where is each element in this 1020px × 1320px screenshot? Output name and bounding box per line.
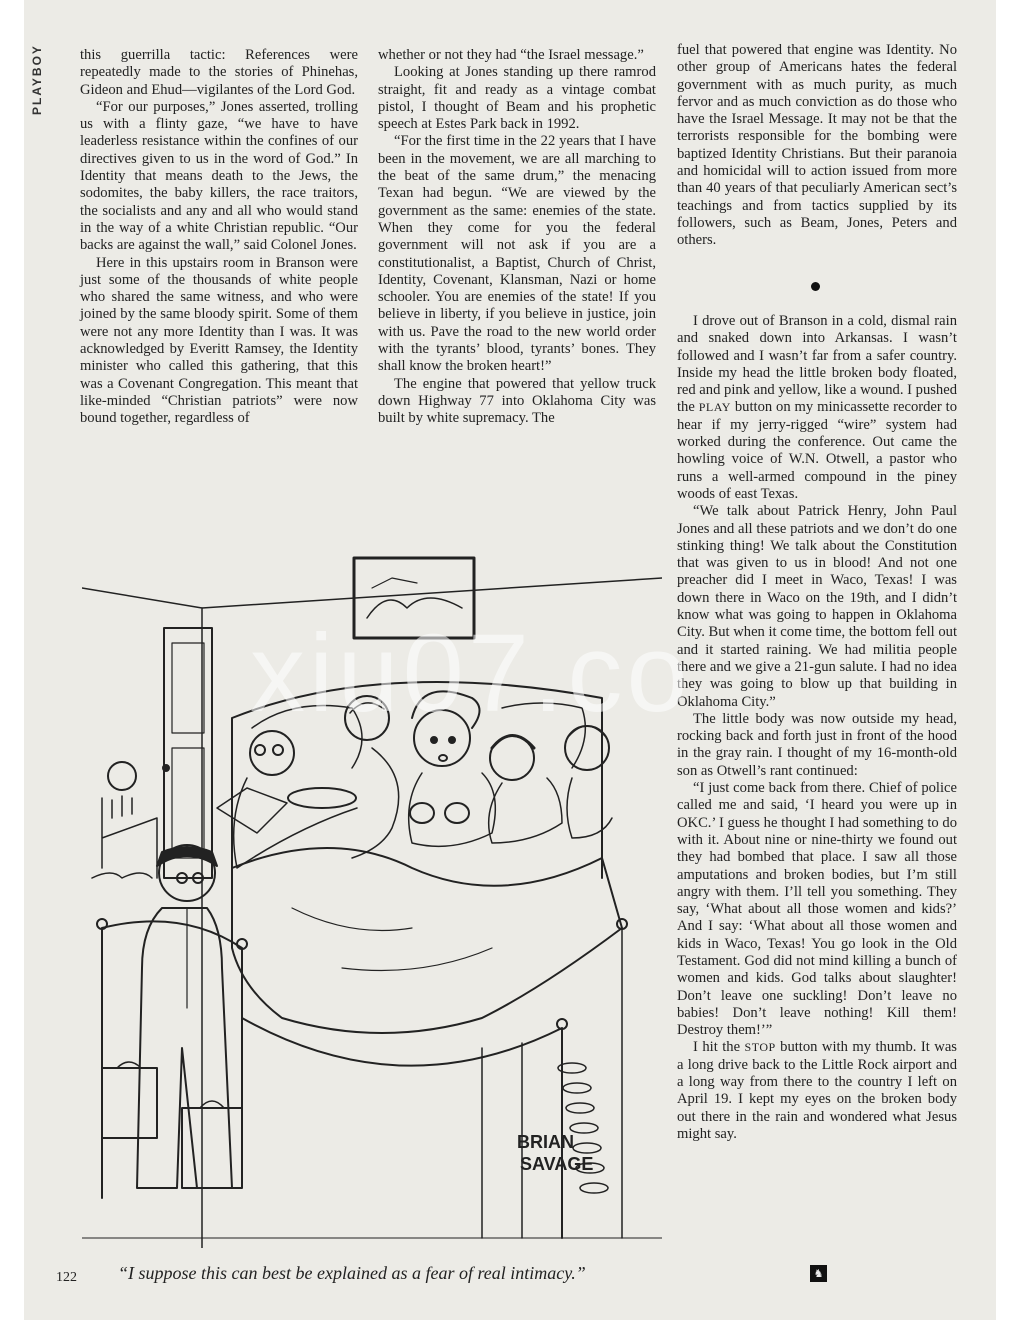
paragraph: I drove out of Branson in a cold, dismal rain and snaked down into Arkansas. I wasn’t followed and I wasn’t far from a safer country. Inside my head the little broken body floated, red and pink and yellow, like a wound. I pushed the PLAY button on my minicassette recorder to hear if my jerry-rigged “wire” system had worked during the conference. Out came the howling voice of W.N. Otwell, a pastor who runs a well-armed compound in the piney woods of east Texas. [677,313,957,502]
watermark: xiu07.co [250,612,692,735]
cartoonist-signature: SAVAGE [520,1154,594,1174]
paragraph: “We talk about Patrick Henry, John Paul Jones and all these patriots and we don’t do one stinking thing! We talk about the Constitution that was given to us in blood! And not one preacher did I meet in Waco, Texas! I was down there in Waco on the 19th, and I didn’t know what was going to happen in Oklahoma City. But when it come time, the bottom fell out and it started raining. We had militia people there and we give a 21-gun salute. I had no idea they was going to blow up that building in Oklahoma City.” [677,503,957,710]
paragraph: Here in this upstairs room in Branson were just some of the thousands of white people who shared the same witness, and who were joined by the same bloody spirit. Some of them were not any more Identity than I was. It was acknowledged by Everitt Ramsey, the Identity minister who called this gathering, that this was a Covenant Congregation. This meant that like-minded “Christian patriots” were now bound together, regardless of [80,254,358,427]
paragraph: The engine that powered that yellow truck down Highway 77 into Oklahoma City was built by white supremacy. The [378,375,656,427]
section-break-dot [811,282,820,291]
stop-word: STOP [744,1040,776,1055]
play-word: PLAY [698,400,731,415]
cartoon-illustration [82,548,662,1248]
paragraph: Looking at Jones standing up there ramrod straight, fit and ready as a vintage combat pistol, I thought of Beam and his prophetic speech at Estes Park back in 1992. [378,64,656,133]
paragraph: this guerrilla tactic: References were repeatedly made to the stories of Phinehas, Gideon and Ehud—vigilantes of the Lord God. [80,47,358,98]
text-column-1 [80,47,358,428]
magazine-name-vertical: PLAYBOY [30,44,44,115]
text-column-2 [378,47,656,428]
paragraph: “I just come back from there. Chief of police called me and said, ‘I heard you were up in OKC.’ I guess he thought I had something to do with it. About nine or nine-thirty we found out they had bombed that place. I saw all those amputations and broken bodies, but I’m still angry with them. I’ll tell you something. They say, ‘What about all those women and kids?’ And I say: ‘What about all those women and kids in Waco, Texas! You go look in the Old Testament. God did not mind killing a bunch of women and kids. God talks about slaughter! Don’t leave one suckling! Don’t leave no babies! Don’t leave nothing! Kill them! Destroy them!’” [677,780,957,1039]
text-column-3-top [677,42,957,250]
rabbit-logo-icon: ♞ [810,1265,827,1282]
cartoonist-signature: BRIAN [517,1132,574,1152]
paragraph: “For the first time in the 22 years that I have been in the movement, we are all marching to the beat of the same drum,” the menacing Texan had begun. “We are viewed by the government as the same: enemies of the state. When they come for you the federal government will not ask if you are a constitutionalist, a Baptist, Church of Christ, Identity, Covenant, Klansman, Nazi or home schooler. You are enemies of the state! If you believe in liberty, if you believe in justice, join with us. Pave the road to the new world order with the tyrants’ blood, tyrants’ bones. They shall know the broken heart!” [378,133,656,375]
page-number: 122 [56,1270,77,1285]
paragraph: whether or not they had “the Israel message.” [378,47,644,63]
paragraph: The little body was now outside my head, rocking back and forth just in front of the hood in the gray rain. I thought of my 16-month-old son as Otwell’s rant continued: [677,710,957,779]
text-column-3 [677,313,957,1143]
paragraph: “For our purposes,” Jones asserted, trolling us with a flinty gaze, “we have to have leaderless resistance within the confines of our directives given to us in the word of God.” In Identity that means death to the Jews, the sodomites, the baby killers, the race traitors, the socialists and any and all who would stand in the way of a white Christian republic. “Our backs are against the wall,” said Colonel Jones. [80,98,358,254]
paragraph: I hit the STOP button with my thumb. It was a long drive back to the Little Rock airport and a long way from there to the country I left on April 19. I kept my eyes on the broken body out there in the rain and wondered what Jesus might say. [677,1039,957,1142]
cartoon-caption: “I suppose this can best be explained as a fear of real intimacy.” [118,1263,586,1283]
paragraph: fuel that powered that engine was Identity. No other group of Americans hates the federal government with as much purity, as much fervor and as much conviction as do those who have the Israel Message. It may not be that the terrorists responsible for the bombing were baptized Identity Christians. But their paranoia and homicidal will to action issued from more than 40 years of that peculiarly American sect’s teachings and from tactics supplied by its followers, such as Beam, Jones, Peters and others. [677,42,957,249]
